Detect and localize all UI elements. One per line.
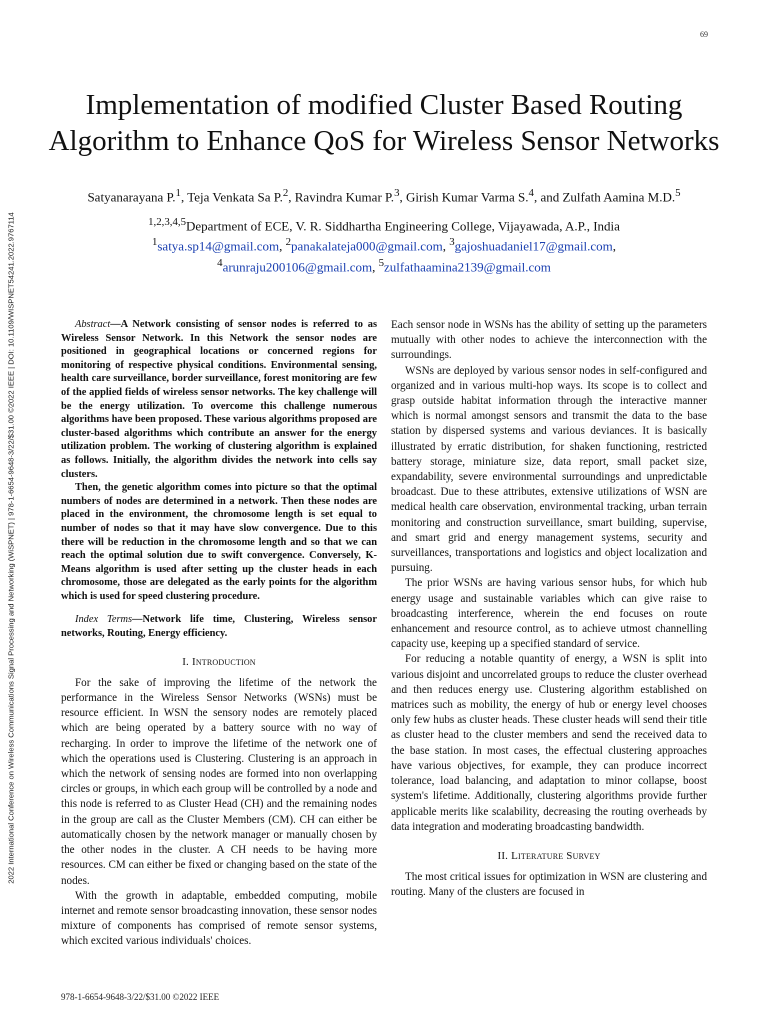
author-list: Satyanarayana P.$^1$, Teja Venkata Sa P.$^2$, Ravindra Kumar P.$^3$, Girish Kumar Varma S.$^4$, and Zulfath Aamina M.D.$^5$ <box>87 187 681 205</box>
abstract-text-1: —A Network consisting of sensor nodes is referred to as Wireless Sensor Network. In this Network the sensor nodes are positioned in geographical locations or concerned regions for monitoring of respective physical conditions. Environmental sensing, health care surveillance, border surveillance, forest monitoring are few of the applied fields of wireless sensor networks. The key challenge will be the energy utilization. To overcome this challenge numerous algorithms have been proposed. These various algorithms proposed are cluster-based algorithms which contribute an answer for the energy utilization problem. The working of clustering algorithm is explained as follows. Initially, the algorithm divides the network into cells say clusters. <box>61 319 377 480</box>
author-4: Girish Kumar Varma S. <box>405 189 529 205</box>
right-paragraph-5: The most critical issues for optimization in WSN are clustering and routing. Many of the clusters are focused in <box>391 871 707 899</box>
intro-paragraph-2: With the growth in adaptable, embedded computing, mobile internet and remote sensor broadcasting innovation, these sensor nodes mixture of components has comprised of remote sensor systems, which excited various individuals' choices. <box>61 889 377 948</box>
email-link-2[interactable]: panakalateja000@gmail.com <box>291 238 443 254</box>
affiliation-marks: 1,2,3,4,5 <box>148 216 186 228</box>
abstract-lead: Abstract <box>75 319 111 330</box>
index-terms <box>61 613 377 640</box>
section-heading-introduction: I. Introduction <box>182 655 256 668</box>
section-heading-literature-survey: II. Literature Survey <box>497 849 601 862</box>
right-column <box>391 318 707 901</box>
paper-title: Implementation of modified Cluster Based Routing Algorithm to Enhance QoS for Wireless Sensor Networks <box>48 89 720 158</box>
author-and: and <box>540 189 560 205</box>
right-paragraph-1: Each sensor node in WSNs has the ability of setting up the parameters mutually with other nodes to achieve the interconnection with the surroundings. <box>391 319 707 362</box>
right-paragraph-4: For reducing a notable quantity of energy, a WSN is split into various disjoint and uncorrelated groups to reduce the cluster overhead and then reduces energy use. Clustering algorithm established on matrices such as mobility, the energy of hub or energy level chooses only few hubs as cluster heads. These cluster heads will send their title as cluster head to the cluster members and send the received data to the base station. In most cases, the effectual clustering approaches have various objectives, for example, they can produce incorrect tolerance, load balancing, and adaptation to minor collapse, boost system's lifetime. Additionally, clustering algorithms provide further applicable merits like scalability, decreasing the routing overheads by data integration and moderating broadcasting bandwidth. <box>391 653 707 833</box>
author-2: Teja Venkata Sa P. <box>187 189 283 205</box>
abstract <box>61 318 377 603</box>
side-metadata-text: 2022 International Conference on Wireless Communications Signal Processing and Networking (WiSPNET) | 978-1-6654-9648-3/22/$31.00 ©2022 IEEE | DOI: 10.1109/WISPNET54241.2022.9767114 <box>6 212 16 884</box>
right-paragraph-3: The prior WSNs are having various sensor hubs, for which hub energy usage and sustainable variables which can give raise to broadcasting interference, wherein the end focuses on route enhancement and resource control, as to achieve utmost channelling capacity use, keeping up a specified standard of service. <box>391 577 707 651</box>
email-line-1: $^1$satya.sp14@gmail.com, $^2$panakalateja000@gmail.com, $^3$gajoshuadaniel17@gmail.com, <box>151 236 617 254</box>
abstract-paragraph-1 <box>61 318 377 481</box>
author-1: Satyanarayana P. <box>87 189 176 205</box>
side-metadata-strip <box>4 118 18 978</box>
page-number: 69 <box>700 30 708 39</box>
intro-paragraph-1: For the sake of improving the lifetime of the network the performance in the Wireless Sensor Networks (WSNs) must be resource efficient. In WSN the sensory nodes are remotely placed which are being operated by a battery source with no way of recharging. In order to improve the lifetime of the network one of which the operations used is Clustering. Clustering is an approach in which the network of sensing nodes are formed into non overlapping circles or groups, in which each group will be controlled by a node and this node is referred to as Cluster Head (CH) and the remaining nodes in the group are call as the Cluster Members (CM). CH can either be automatically chosen by the network manager or manually chosen by the other nodes in the cluster. A CH needs to be having more resources. CM can either be fixed or changing based on the state of the nodes. <box>61 676 377 887</box>
email-link-1[interactable]: satya.sp14@gmail.com <box>157 238 280 254</box>
author-3: Ravindra Kumar P. <box>294 189 395 205</box>
index-terms-text: —Network life time, Clustering, Wireless sensor networks, Routing, Energy efficiency. <box>61 614 377 640</box>
email-link-5[interactable]: zulfathaamina2139@gmail.com <box>384 258 551 274</box>
affiliation-line <box>40 214 728 234</box>
footer-copyright: 978-1-6654-9648-3/22/$31.00 ©2022 IEEE <box>61 992 220 1002</box>
right-paragraph-2: WSNs are deployed by various sensor nodes in self-configured and organized and in various multi-hop ways. Its scope is to collect and grasp outside habitat information through the interactive manner which is normal amongst sensors and transmit the data to the base station by dispersed systems and various deviances. It is basically illustrated by erratic distribution, for shaken functioning, restricted battery storage, miniature size, data report, small packet size, expandability, severe environmental surroundings and unpredictable broadcast. Due to these attributes, extensive utilizations of WSN are medical health care observation, environmental tracking, urban terrain monitoring and construction surveillance, smart building, supervise, and smart grid and energy management systems, security and surveillances, transportations and logistics and object localization and pursuing. <box>391 364 707 575</box>
author-5: Zulfath Aamina M.D. <box>562 189 676 205</box>
email-link-3[interactable]: gajoshuadaniel17@gmail.com <box>454 238 613 254</box>
abstract-paragraph-2: Then, the genetic algorithm comes into picture so that the optimal numbers of nodes are determined in a network. Then these nodes are placed in the environment, the chromosome length is set equal to number of nodes so that it may have slow convergence. Due to this there will be reduction in the chromosome length and so that we can reach the optimal solution due to swift convergence. Conversely, K-Means algorithm is used after setting up the cluster heads in each chromosome, those are delegated as the early points for the algorithm which is used for speed clustering procedure. <box>61 482 377 602</box>
email-line-2: $^4$arunraju200106@gmail.com, $^5$zulfathaamina2139@gmail.com <box>217 256 551 274</box>
email-link-4[interactable]: arunraju200106@gmail.com <box>222 258 373 274</box>
left-column <box>61 318 377 950</box>
index-terms-lead: Index Terms <box>75 614 133 626</box>
affiliation-text: Department of ECE, V. R. Siddhartha Engineering College, Vijayawada, A.P., India <box>185 218 620 234</box>
affiliation-block <box>40 214 728 275</box>
